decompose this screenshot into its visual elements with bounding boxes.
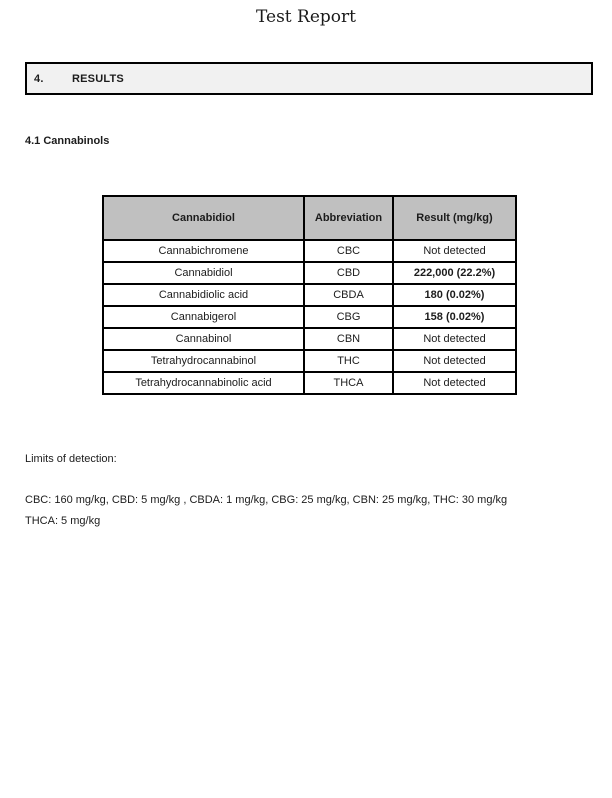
abbreviation-cell: CBD: [304, 262, 393, 284]
table-row: [103, 306, 516, 328]
abbreviation-cell: CBDA: [304, 284, 393, 306]
abbreviation-cell: THC: [304, 350, 393, 372]
limits-of-detection-values: [25, 490, 590, 532]
page-title: Test Report: [256, 7, 356, 27]
table-row: [103, 372, 516, 394]
result-cell: 222,000 (22.2%): [393, 262, 516, 284]
table-row: [103, 262, 516, 284]
compound-name-cell: Tetrahydrocannabinolic acid: [103, 372, 304, 394]
compound-name-cell: Cannabichromene: [103, 240, 304, 262]
table-row: [103, 240, 516, 262]
abbreviation-cell: CBG: [304, 306, 393, 328]
section-header-results: [25, 62, 593, 95]
column-header-result: Result (mg/kg): [393, 196, 516, 240]
abbreviation-cell: THCA: [304, 372, 393, 394]
results-table-container: [102, 195, 517, 395]
table-header-row: [103, 196, 516, 240]
compound-name-cell: Cannabidiol: [103, 262, 304, 284]
section-label: RESULTS: [72, 72, 124, 85]
compound-name-cell: Tetrahydrocannabinol: [103, 350, 304, 372]
column-header-abbreviation: Abbreviation: [304, 196, 393, 240]
results-table: [102, 195, 517, 395]
result-cell: Not detected: [393, 350, 516, 372]
subsection-heading: 4.1 Cannabinols: [25, 135, 110, 147]
table-row: [103, 328, 516, 350]
result-cell: Not detected: [393, 328, 516, 350]
results-table-head: [103, 196, 516, 240]
table-row: [103, 350, 516, 372]
limits-line-1: CBC: 160 mg/kg, CBD: 5 mg/kg , CBDA: 1 mg/kg, CBG: 25 mg/kg, CBN: 25 mg/kg, THC: 30 mg/kg: [25, 494, 508, 506]
column-header-compound: Cannabidiol: [103, 196, 304, 240]
result-cell: 158 (0.02%): [393, 306, 516, 328]
table-row: [103, 284, 516, 306]
compound-name-cell: Cannabigerol: [103, 306, 304, 328]
limits-of-detection-label: Limits of detection:: [25, 453, 117, 465]
compound-name-cell: Cannabidiolic acid: [103, 284, 304, 306]
result-cell: Not detected: [393, 372, 516, 394]
result-cell: 180 (0.02%): [393, 284, 516, 306]
section-number: 4.: [34, 72, 44, 85]
limits-line-2: THCA: 5 mg/kg: [25, 515, 101, 527]
compound-name-cell: Cannabinol: [103, 328, 304, 350]
abbreviation-cell: CBN: [304, 328, 393, 350]
results-table-body: [103, 240, 516, 394]
abbreviation-cell: CBC: [304, 240, 393, 262]
result-cell: Not detected: [393, 240, 516, 262]
